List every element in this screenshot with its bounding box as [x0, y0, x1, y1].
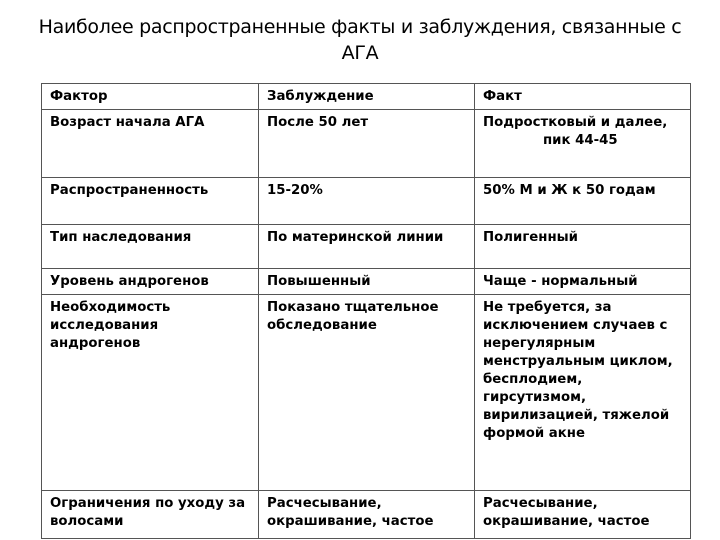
cell-factor: Возраст начала АГА: [42, 110, 259, 178]
cell-myth: Расчесывание, окрашивание, частое: [259, 491, 475, 539]
table-row: [42, 178, 691, 225]
cell-fact-peak: пик 44-45: [543, 133, 618, 148]
cell-myth: После 50 лет: [259, 110, 475, 178]
table-row: [42, 225, 691, 269]
table-row: [42, 269, 691, 295]
cell-factor: Необходимость исследования андрогенов: [42, 295, 259, 491]
header-myth: Заблуждение: [259, 84, 475, 110]
cell-fact: [475, 110, 691, 178]
cell-fact: Расчесывание, окрашивание, частое: [475, 491, 691, 539]
cell-fact-text: Подростковый и далее,: [483, 115, 668, 130]
cell-fact: Не требуется, за исключением случаев с нерегулярным менструальным циклом, бесплодием, гирсутизмом, вирилизацией, тяжелой формой акне: [475, 295, 691, 491]
cell-factor: Ограничения по уходу за волосами: [42, 491, 259, 539]
header-fact: Факт: [475, 84, 691, 110]
header-factor: Фактор: [42, 84, 259, 110]
table-row: [42, 491, 691, 539]
cell-factor: Тип наследования: [42, 225, 259, 269]
cell-fact: 50% М и Ж к 50 годам: [475, 178, 691, 225]
table-header-row: [42, 84, 691, 110]
cell-fact: Чаще - нормальный: [475, 269, 691, 295]
cell-myth: Показано тщательное обследование: [259, 295, 475, 491]
cell-myth: 15-20%: [259, 178, 475, 225]
table-row: [42, 295, 691, 491]
cell-fact: Полигенный: [475, 225, 691, 269]
facts-table: [41, 83, 691, 539]
cell-factor: Распространенность: [42, 178, 259, 225]
cell-myth: Повышенный: [259, 269, 475, 295]
page-title: Наиболее распространенные факты и заблуждения, связанные с АГА: [38, 16, 682, 64]
table-row: [42, 110, 691, 178]
cell-factor: Уровень андрогенов: [42, 269, 259, 295]
cell-myth: По материнской линии: [259, 225, 475, 269]
